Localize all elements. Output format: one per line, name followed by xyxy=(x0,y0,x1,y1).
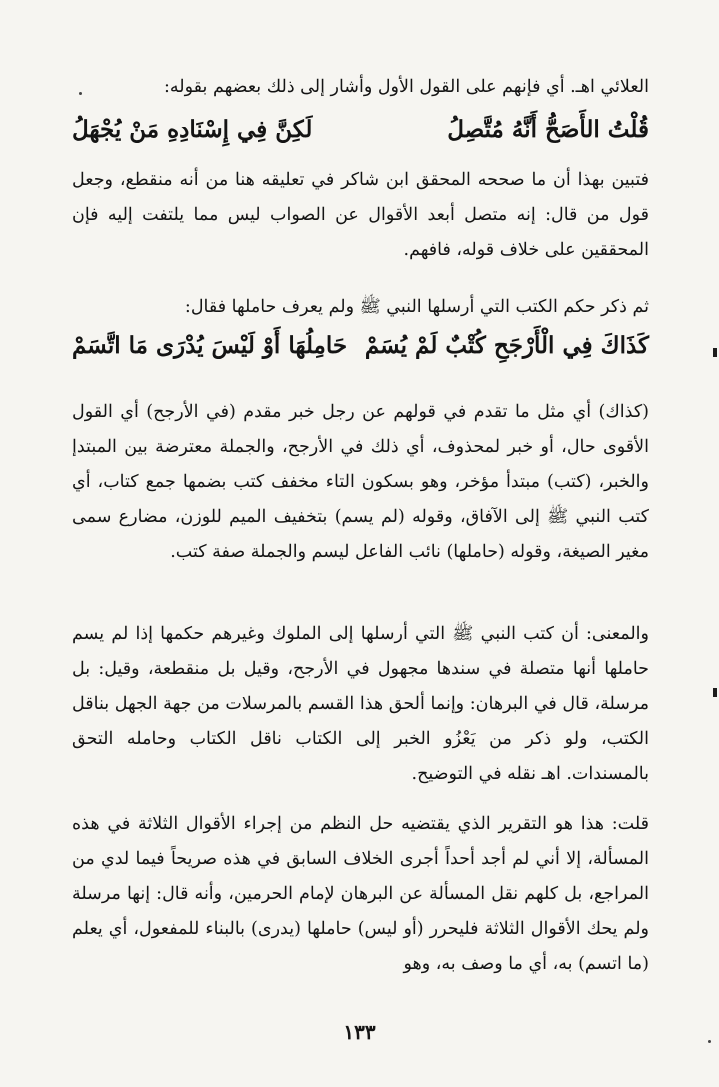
paragraph-1: فتبين بهذا أن ما صححه المحقق ابن شاكر في تعليقه هنا من أنه منقطع، وجعل قول من قال: إنه متصل أبعد الأقوال عن الصواب ليس مما يلتفت إليه فإن المحققين على خلاف قوله، فافهم. xyxy=(72,170,649,260)
page-number: ١٣٣ xyxy=(343,1020,376,1044)
intro-line: العلائي اهـ. أي فإنهم على القول الأول وأشار إلى ذلك بعضهم بقوله: xyxy=(164,77,649,97)
paragraph-5: قلت: هذا هو التقرير الذي يقتضيه حل النظم من إجراء الأقوال الثلاثة في هذه المسألة، إلا أني لم أجد أحداً أجرى الخلاف السابق في هذه صريحاً فيما لدي من المراجع، بل كلهم نقل المسألة عن البرهان لإمام الحرمين، وأنه قال: إنها مرسلة ولم يحك الأقوال الثلاثة فليحرر (أو ليس) حاملها (يدرى) بالبناء للمفعول، أي يعلم (ما اتسم) به، أي ما وصف به، وهو xyxy=(72,814,649,974)
verse-2-first-hemistich: كَذَاكَ فِي الْأَرْجَحِ كُتْبٌ لَمْ يُسَمْ xyxy=(364,332,649,359)
paragraph-4: والمعنى: أن كتب النبي ﷺ التي أرسلها إلى الملوك وغيرهم حكمها إذا لم يسم حاملها أنها متصلة في سندها مجهول في الأرجح، وقيل بل منقطعة، وقيل: بل مرسلة، قال في البرهان: وإنما ألحق هذا القسم بالمرسلات من جهة الجهل بناقل الكتب، ولو ذكر من يَعْزُو الخبر إلى الكتاب ناقل الكتاب وحامله التحق بالمسندات. اهـ نقله في التوضيح. xyxy=(72,624,649,784)
paragraph-2-intro: ثم ذكر حكم الكتب التي أرسلها النبي ﷺ ولم يعرف حاملها فقال: xyxy=(184,297,649,317)
margin-mark xyxy=(713,348,717,357)
margin-mark xyxy=(713,688,717,697)
ink-speck xyxy=(708,1040,711,1043)
paragraph-3: (كذاك) أي مثل ما تقدم في قولهم عن رجل خبر مقدم (في الأرجح) أي القول الأقوى حال، أو خبر لمحذوف، أي ذلك في الأرجح، والجملة معترضة بين المبتدإ والخبر، (كتب) مبتدأ مؤخر، وهو بسكون التاء مخفف كتب بضمها جمع كتاب، أي كتب النبي ﷺ إلى الآفاق، وقوله (لم يسم) بتخفيف الميم للوزن، مضارع سمى مغير الصيغة، وقوله (حاملها) نائب الفاعل ليسم والجملة صفة كتب. xyxy=(72,402,649,562)
verse-1-first-hemistich: قُلْتُ الأَصَحُّ أَنَّهُ مُتَّصِلُ xyxy=(447,116,649,143)
ink-speck xyxy=(79,92,82,95)
verse-2-second-hemistich: حَامِلُهَا أَوْ لَيْسَ يُدْرَى مَا اتَّسَمْ xyxy=(72,332,348,359)
verse-2 xyxy=(72,324,649,368)
verse-1 xyxy=(72,108,649,152)
intro-block xyxy=(72,70,649,105)
verse-1-second-hemistich: لَكِنَّ فِي إِسْنَادِهِ مَنْ يُجْهَلُ xyxy=(72,116,313,143)
